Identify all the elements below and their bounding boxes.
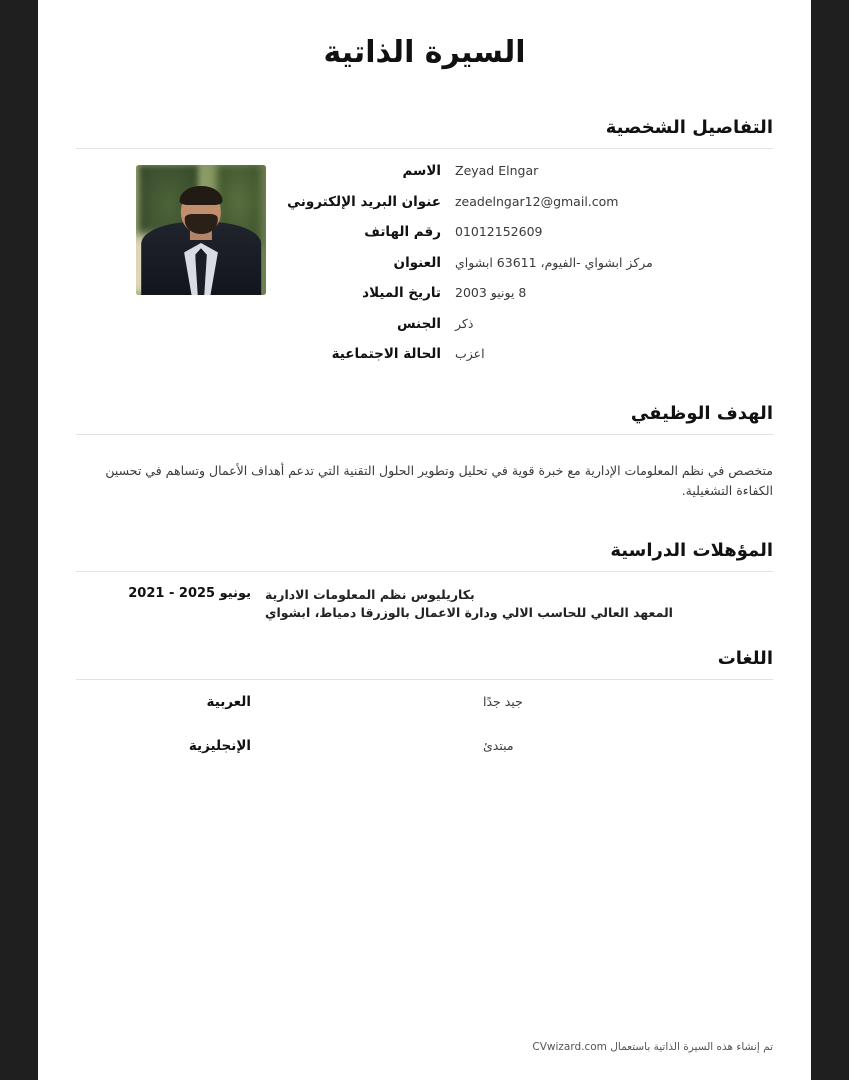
education-institution: المعهد العالي للحاسب الالي ودارة الاعمال بالوزرقا دمياط، ابشواي	[265, 604, 673, 620]
language-name-arabic: العربية	[206, 693, 251, 710]
language-level-english: مبتدئ	[483, 737, 514, 753]
field-label-date-of-birth: تاريخ الميلاد	[362, 285, 441, 301]
section-education	[76, 514, 773, 622]
field-label-address: العنوان	[393, 254, 441, 271]
field-row-phone	[266, 224, 773, 255]
section-career-objective	[76, 377, 773, 502]
profile-photo	[136, 165, 266, 295]
education-details	[251, 586, 773, 622]
field-label-phone: رقم الهاتف	[364, 224, 441, 240]
page-title: السيرة الذاتية	[323, 35, 526, 70]
personal-fields-list	[266, 163, 773, 377]
section-languages	[76, 622, 773, 769]
field-value-phone: 01012152609	[455, 224, 543, 239]
field-row-date-of-birth	[266, 285, 773, 316]
section-heading-career-objective: الهدف الوظيفي	[630, 402, 773, 424]
field-label-name: الاسم	[402, 163, 441, 179]
cv-content	[38, 73, 811, 768]
field-value-email: zeadelngar12@gmail.com	[455, 193, 619, 209]
field-label-marital-status: الحالة الاجتماعية	[331, 346, 441, 362]
section-personal-details	[76, 73, 773, 377]
field-value-date-of-birth: 8 يونيو 2003	[455, 285, 527, 300]
field-value-gender: ذكر	[455, 315, 474, 331]
language-name-english: الإنجليزية	[188, 737, 251, 754]
field-row-gender	[266, 316, 773, 347]
language-row-arabic	[76, 680, 773, 738]
field-value-address: مركز ابشواي -الفيوم، 63611 ابشواي	[455, 254, 653, 270]
personal-details-body	[76, 149, 773, 377]
field-value-name: Zeyad Elngar	[455, 163, 539, 178]
field-value-marital-status: اعزب	[455, 346, 485, 361]
section-heading-personal-details: التفاصيل الشخصية	[605, 117, 773, 138]
education-degree: بكاريليوس نظم المعلومات الادارية	[265, 586, 475, 602]
section-heading-education: المؤهلات الدراسية	[610, 539, 773, 561]
field-row-name	[266, 163, 773, 194]
field-row-address	[266, 255, 773, 286]
education-date-range: 2021 - يونيو 2025	[128, 585, 251, 601]
cv-page	[38, 0, 811, 1080]
section-divider	[76, 434, 773, 435]
field-row-email	[266, 194, 773, 225]
education-entry	[76, 572, 773, 622]
field-row-marital-status	[266, 346, 773, 377]
profile-photo-container	[76, 163, 266, 295]
field-label-email: عنوان البريد الإلكتروني	[287, 193, 441, 210]
career-objective-text: متخصص في نظم المعلومات الإدارية مع خبرة قوية في تحليل وتطوير الحلول التقنية التي تدعم أهداف الأعمال وتساهم في تحسين الكفاءة التشغيلية.	[105, 463, 773, 498]
language-row-english	[76, 738, 773, 769]
section-heading-languages: اللغات	[717, 647, 773, 669]
footer-attribution: تم إنشاء هذه السيرة الذاتية باستعمال CVwizard.com	[532, 1041, 773, 1053]
field-label-gender: الجنس	[396, 315, 441, 332]
language-level-arabic: جيد جدًا	[483, 693, 523, 709]
